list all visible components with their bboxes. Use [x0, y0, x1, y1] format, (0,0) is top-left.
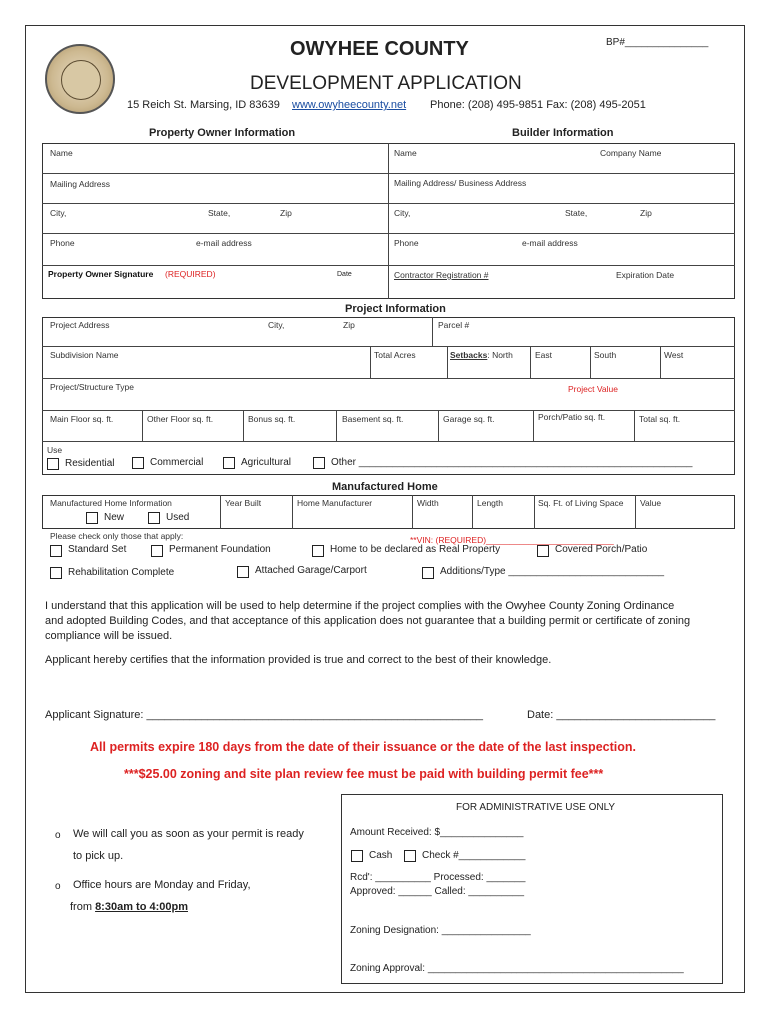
permanent-foundation-checkbox[interactable] [151, 545, 163, 557]
other-floor-field[interactable]: Other Floor sq. ft. [147, 414, 214, 424]
county-website-link[interactable]: www.owyheecounty.net [292, 99, 407, 111]
used-label: Used [166, 512, 190, 523]
required-label: (REQUIRED) [165, 269, 216, 279]
covered-porch-checkbox[interactable] [537, 545, 549, 557]
new-label: New [104, 512, 125, 523]
county-phone-fax: Phone: (208) 495-9851 Fax: (208) 495-2051 [430, 99, 646, 111]
hours-note-line-1: Office hours are Monday and Friday, [73, 879, 251, 891]
county-seal-logo [45, 44, 115, 114]
home-manufacturer-field[interactable]: Home Manufacturer [297, 498, 373, 508]
bonus-field[interactable]: Bonus sq. ft. [248, 414, 296, 424]
owner-city-field[interactable]: City, [50, 208, 67, 218]
call-note-line-2: to pick up. [73, 850, 124, 862]
builder-zip-field[interactable]: Zip [640, 208, 652, 218]
porch-field[interactable]: Porch/Patio sq. ft. [538, 412, 606, 422]
bullet-hours: o [55, 881, 61, 892]
setbacks-south-field[interactable]: South [594, 350, 617, 360]
owner-signature-field[interactable]: Property Owner Signature [48, 269, 154, 279]
statement-line-3: compliance will be issued. [45, 630, 173, 642]
project-city-field[interactable]: City, [268, 320, 285, 330]
builder-email-field[interactable]: e-mail address [522, 238, 578, 248]
owner-section-heading: Property Owner Information [149, 127, 296, 139]
living-space-field[interactable]: Sq. Ft. of Living Space [538, 498, 624, 508]
builder-city-field[interactable]: City, [394, 208, 411, 218]
setbacks-north-field[interactable]: Setbacks: North [450, 350, 513, 360]
attached-garage-label: Attached Garage/Carport [255, 565, 367, 576]
main-floor-field[interactable]: Main Floor sq. ft. [50, 414, 114, 424]
project-section-heading: Project Information [345, 303, 446, 315]
project-value-field[interactable]: Project Value [568, 384, 618, 394]
project-address-field[interactable]: Project Address [50, 320, 110, 330]
fee-notice: ***$25.00 zoning and site plan review fee must be paid with building permit fee*** [124, 767, 604, 781]
expiration-notice: All permits expire 180 days from the date of their issuance or the date of the last inspection. [90, 740, 636, 754]
used-checkbox[interactable] [148, 512, 160, 524]
call-note-line-1: We will call you as soon as your permit is ready [73, 828, 304, 840]
check-checkbox[interactable] [404, 850, 416, 862]
rehab-checkbox[interactable] [50, 567, 62, 579]
bp-number-field[interactable]: BP#_______________ [606, 37, 709, 48]
standard-set-label: Standard Set [68, 544, 127, 555]
statement-line-1: I understand that this application will be used to help determine if the project complies with the Owyhee County Zoning Ordinance [45, 600, 675, 612]
check-number-field[interactable]: Check #____________ [422, 850, 526, 861]
total-sqft-field[interactable]: Total sq. ft. [639, 414, 681, 424]
owner-name-field[interactable]: Name [50, 148, 73, 158]
applicant-signature-field[interactable]: Applicant Signature: _______________________________________________________ [45, 709, 483, 721]
statement-line-2: and adopted Building Codes, and that acceptance of this application does not guarantee that a building permit or certificate of zoning [45, 615, 691, 627]
permanent-foundation-label: Permanent Foundation [169, 544, 271, 555]
year-built-field[interactable]: Year Built [225, 498, 262, 508]
builder-state-field[interactable]: State, [565, 208, 588, 218]
cash-label: Cash [369, 850, 393, 861]
subdivision-field[interactable]: Subdivision Name [50, 350, 119, 360]
setbacks-west-field[interactable]: West [664, 350, 684, 360]
county-address: 15 Reich St. Marsing, ID 83639 [127, 99, 280, 111]
zoning-approval-field[interactable]: Zoning Approval: ______________________________________________ [350, 963, 684, 974]
amount-received-field[interactable]: Amount Received: $_______________ [350, 827, 524, 838]
agricultural-label: Agricultural [241, 457, 292, 468]
garage-field[interactable]: Garage sq. ft. [443, 414, 495, 424]
bullet-call: o [55, 830, 61, 841]
owner-date-field[interactable]: Date [337, 271, 352, 278]
owner-phone-field[interactable]: Phone [50, 238, 75, 248]
residential-label: Residential [65, 458, 115, 469]
builder-mailing-field[interactable]: Mailing Address/ Business Address [394, 178, 527, 188]
use-label: Use [47, 445, 63, 455]
residential-checkbox[interactable] [47, 458, 59, 470]
project-table [42, 317, 735, 475]
approved-called-field[interactable]: Approved: ______ Called: __________ [350, 886, 525, 897]
real-property-label: Home to be declared as Real Property [330, 544, 501, 555]
parcel-field[interactable]: Parcel # [438, 320, 470, 330]
other-use-checkbox[interactable] [313, 457, 325, 469]
cash-checkbox[interactable] [351, 850, 363, 862]
agricultural-checkbox[interactable] [223, 457, 235, 469]
other-use-field[interactable]: Other ____________________________________________________________ [331, 457, 693, 468]
length-field[interactable]: Length [477, 498, 503, 508]
zoning-designation-field[interactable]: Zoning Designation: ________________ [350, 925, 531, 936]
form-title: DEVELOPMENT APPLICATION [250, 73, 522, 94]
manufactured-section-heading: Manufactured Home [332, 481, 438, 493]
owner-email-field[interactable]: e-mail address [196, 238, 252, 248]
owner-state-field[interactable]: State, [208, 208, 231, 218]
received-processed-field[interactable]: Rcd': __________ Processed: _______ [350, 872, 526, 883]
project-zip-field[interactable]: Zip [343, 320, 355, 330]
builder-section-heading: Builder Information [512, 127, 614, 139]
additions-checkbox[interactable] [422, 567, 434, 579]
hours-note-line-2: from 8:30am to 4:00pm [70, 901, 188, 913]
commercial-label: Commercial [150, 457, 204, 468]
applicant-date-field[interactable]: Date: __________________________ [527, 709, 716, 721]
builder-phone-field[interactable]: Phone [394, 238, 419, 248]
standard-set-checkbox[interactable] [50, 545, 62, 557]
structure-type-field[interactable]: Project/Structure Type [50, 382, 134, 392]
setbacks-east-field[interactable]: East [535, 350, 553, 360]
certify-statement: Applicant hereby certifies that the information provided is true and correct to the best of their knowledge. [45, 654, 552, 666]
vin-field[interactable]: **VIN: (REQUIRED)___________________________ [410, 535, 614, 545]
check-note: Please check only those that apply: [50, 531, 184, 541]
county-title: OWYHEE COUNTY [290, 38, 469, 60]
basement-field[interactable]: Basement sq. ft. [342, 414, 404, 424]
commercial-checkbox[interactable] [132, 457, 144, 469]
owner-mailing-field[interactable]: Mailing Address [50, 179, 111, 189]
total-acres-field[interactable]: Total Acres [374, 350, 416, 360]
attached-garage-checkbox[interactable] [237, 566, 249, 578]
additions-field[interactable]: Additions/Type ____________________________ [440, 566, 665, 577]
owner-zip-field[interactable]: Zip [280, 208, 292, 218]
new-checkbox[interactable] [86, 512, 98, 524]
contractor-registration-field[interactable]: Contractor Registration # [394, 270, 489, 280]
width-field[interactable]: Width [417, 498, 439, 508]
builder-name-field[interactable]: Name [394, 148, 417, 158]
real-property-checkbox[interactable] [312, 545, 324, 557]
builder-company-field[interactable]: Company Name [600, 148, 662, 158]
covered-porch-label: Covered Porch/Patio [555, 544, 648, 555]
admin-heading: FOR ADMINISTRATIVE USE ONLY [456, 802, 616, 813]
rehab-label: Rehabilitation Complete [68, 567, 175, 578]
expiration-date-field[interactable]: Expiration Date [616, 270, 675, 280]
value-field[interactable]: Value [640, 498, 662, 508]
manufactured-info-label: Manufactured Home Information [50, 498, 172, 508]
